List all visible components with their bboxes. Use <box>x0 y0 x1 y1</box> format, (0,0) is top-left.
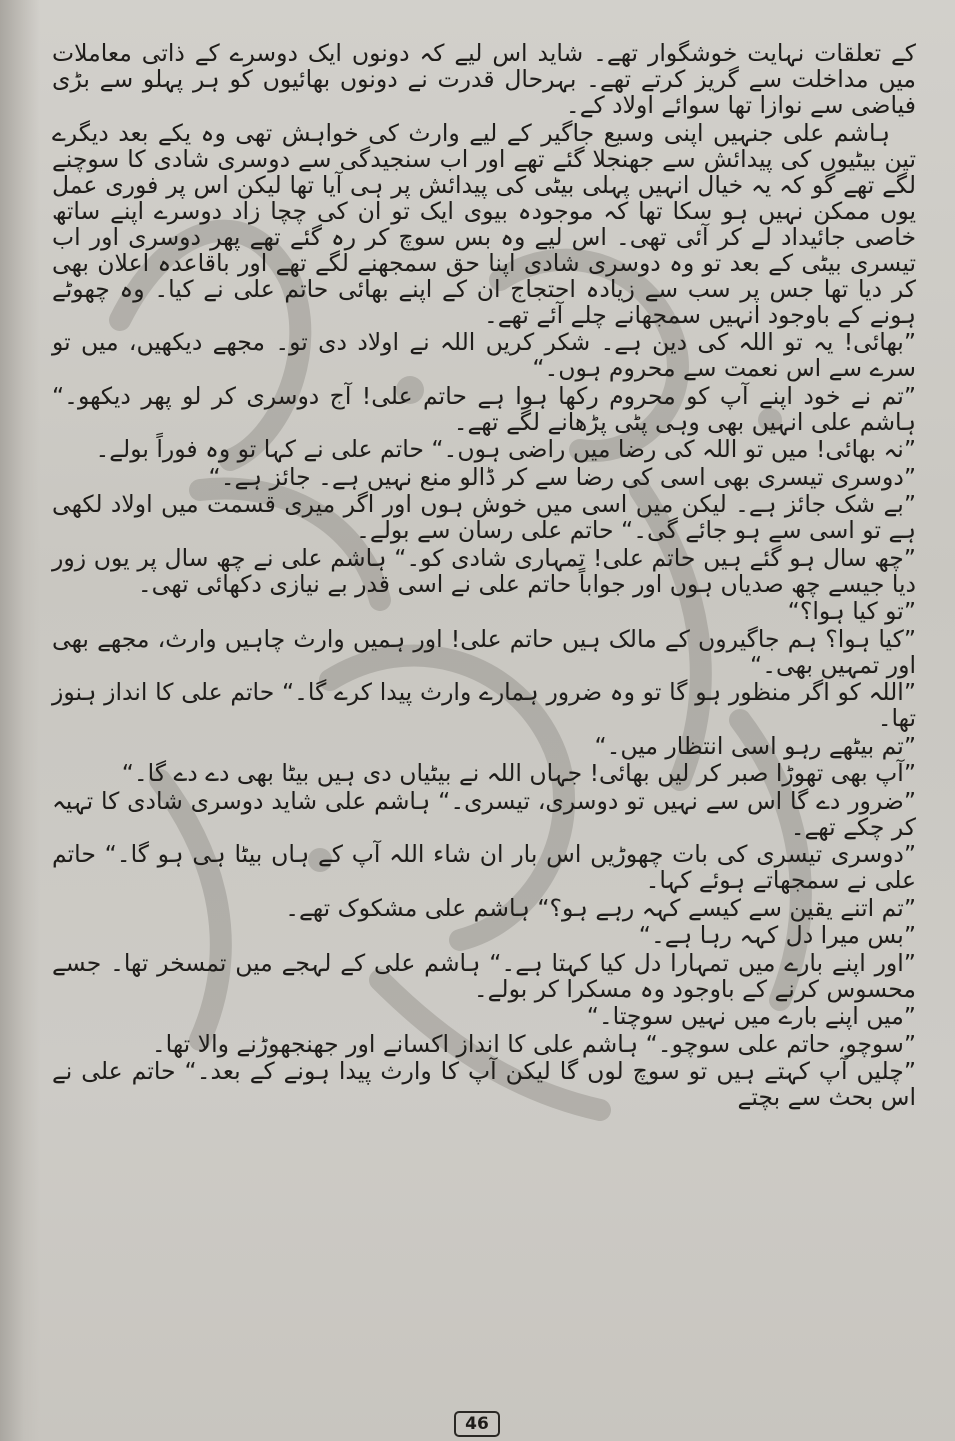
dialogue-line: ”تم بیٹھے رہو اسی انتظار میں۔“ <box>594 731 916 760</box>
dialogue-line: ”بے شک جائز ہے۔ لیکن میں اسی میں خوش ہوں اور اگر میری قسمت میں اولاد لکھی ہے تو اسی سے ہو جائے گی۔“ حاتم علی رسان سے بولے۔ <box>52 490 916 544</box>
dialogue-line: ”اللہ کو اگر منظور ہو گا تو وہ ضرور ہمارے وارث پیدا کرے گا۔“ حاتم علی کا انداز ہنوز تھا۔ <box>52 678 916 732</box>
page-binding-shadow <box>0 0 40 1441</box>
urdu-text-body <box>52 40 916 1440</box>
dialogue-line: ”دوسری تیسری بھی اسی کی رضا سے کر ڈالو منع نہیں ہے۔ جائز ہے۔“ <box>208 462 916 491</box>
page-number: 46 <box>454 1411 500 1437</box>
dialogue-line: ”بس میرا دل کہہ رہا ہے۔“ <box>638 921 916 949</box>
dialogue-line: ”تم نے خود اپنے آپ کو محروم رکھا ہوا ہے حاتم علی! آج دوسری کر لو پھر دیکھو۔“ ہاشم علی انہیں بھی وہی پٹی پڑھانے لگے تھے۔ <box>52 381 916 436</box>
dialogue-line: ”ضرور دے گا اس سے نہیں تو دوسری، تیسری۔“ ہاشم علی شاید دوسری شادی کا تہیہ کر چکے تھے۔ <box>52 786 916 841</box>
dialogue-line: ”بھائی! یہ تو اللہ کی دین ہے۔ شکر کریں اللہ نے اولاد دی تو۔ مجھے دیکھیں، میں تو سرے سے اس نعمت سے محروم ہوں۔“ <box>52 328 916 382</box>
dialogue-line: ”میں اپنے بارے میں نہیں سوچتا۔“ <box>586 1002 916 1030</box>
dialogue-line: ”نہ بھائی! میں تو اللہ کی رضا میں راضی ہوں۔“ حاتم علی نے کہا تو وہ فوراً بولے۔ <box>95 435 916 463</box>
dialogue-line: ”چلیں آپ کہتے ہیں تو سوچ لوں گا لیکن آپ کا وارث پیدا ہونے کے بعد۔“ حاتم علی نے اس بحث سے بچتے <box>52 1057 916 1111</box>
dialogue-line: ”تو کیا ہوا؟“ <box>787 597 916 625</box>
dialogue-line: ”سوچو، حاتم علی سوچو۔“ ہاشم علی کا انداز اکسانے اور جھنجھوڑنے والا تھا۔ <box>151 1029 916 1058</box>
paragraph-1: کے تعلقات نہایت خوشگوار تھے۔ شاید اس لیے کہ دونوں ایک دوسرے کے ذاتی معاملات میں مداخلت سے گریز کرتے تھے۔ بہرحال قدرت نے دونوں بھائیوں کو ہر پہلو سے بڑی فیاضی سے نوازا تھا سوائے اولاد کے۔ <box>52 39 916 119</box>
dialogue-line: ”دوسری تیسری کی بات چھوڑیں اس بار ان شاء اللہ آپ کے ہاں بیٹا ہی ہو گا۔“ حاتم علی نے سمجھاتے ہوئے کہا۔ <box>52 840 916 894</box>
paragraph-2: ہاشم علی جنہیں اپنی وسیع جاگیر کے لیے وارث کی خواہش تھی وہ یکے بعد دیگرے تین بیٹیوں کی پیدائش سے جھنجلا گئے تھے اور اب سنجیدگی سے دوسری شادی کا سوچنے لگے تھے گو کہ یہ خیال انہیں پہلی بیٹی کی پیدائش پر ہی آیا تھا لیکن اس پر فوری عمل یوں ممکن نہیں ہو سکا تھا کہ موجودہ بیوی ایک تو ان کی چچا زاد دوسرے اپنے ساتھ خاصی جائیداد لے کر آئی تھی۔ اس لیے وہ بس سوچ کر رہ گئے تھے پھر دوسری اور اب تیسری بیٹی کے بعد تو وہ دوسری شادی اپنا حق سمجھنے لگے تھے اور باقاعدہ اعلان بھی کر دیا تھا جس پر سب سے زیادہ احتجاج ان کے اپنے بھائی حاتم علی نے کیا۔ وہ چھوٹے ہونے کے باوجود انہیں سمجھانے چلے آئے تھے۔ <box>52 118 916 329</box>
dialogue-line: ”آپ بھی تھوڑا صبر کر لیں بھائی! جہاں اللہ نے بیٹیاں دی ہیں بیٹا بھی دے دے گا۔“ <box>121 759 916 787</box>
dialogue-line: ”تم اتنے یقین سے کیسے کہہ رہے ہو؟“ ہاشم علی مشکوک تھے۔ <box>285 893 916 922</box>
dialogue-line: ”کیا ہوا؟ ہم جاگیروں کے مالک ہیں حاتم علی! اور ہمیں وارث چاہیں وارث، مجھے بھی اور تمہیں بھی۔“ <box>52 624 916 679</box>
dialogue-line: ”چھ سال ہو گئے ہیں حاتم علی! تمہاری شادی کو۔“ ہاشم علی نے چھ سال پر یوں زور دیا جیسے چھ صدیاں ہوں اور جواباً حاتم علی نے اسی قدر بے نیازی دکھائی تھی۔ <box>52 543 916 598</box>
dialogue-line: ”اور اپنے بارے میں تمہارا دل کیا کہتا ہے۔“ ہاشم علی کے لہجے میں تمسخر تھا۔ جسے محسوس کرنے کے باوجود وہ مسکرا کر بولے۔ <box>52 948 916 1003</box>
